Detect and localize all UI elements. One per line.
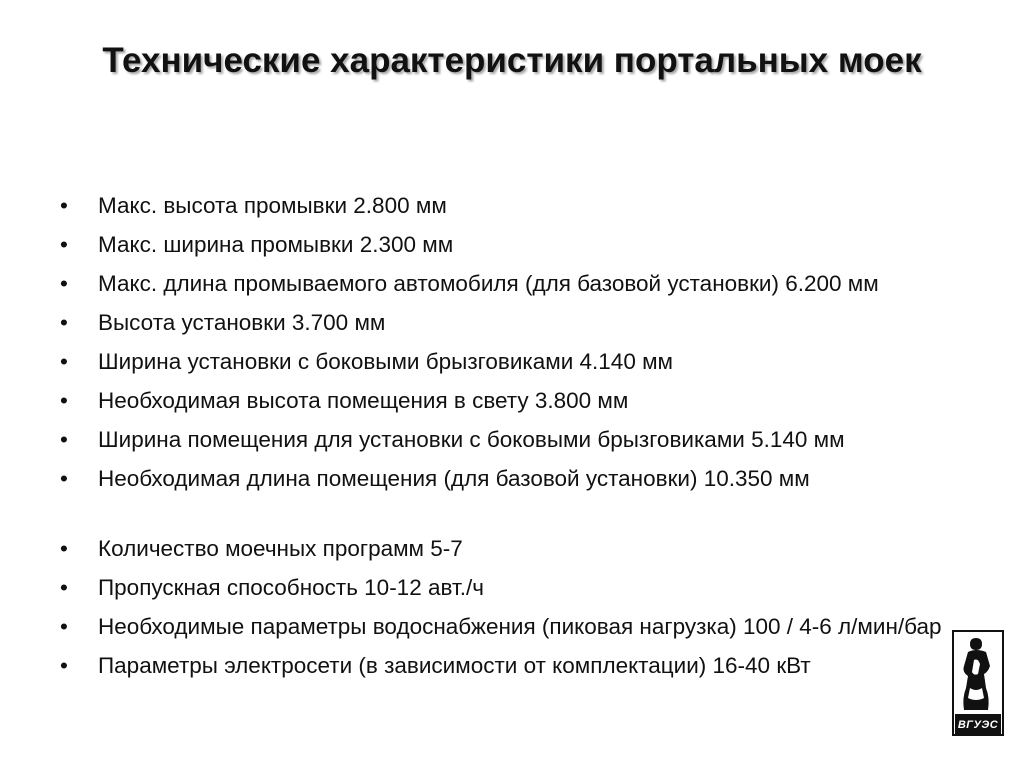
- bullet-marker: •: [60, 536, 68, 561]
- bullet-marker: •: [60, 310, 68, 335]
- list-item: [58, 190, 958, 221]
- bullet-marker: •: [60, 614, 68, 639]
- bullet-text: Макс. ширина промывки 2.300 мм: [98, 232, 454, 257]
- list-item: [58, 650, 958, 681]
- bullet-text: Необходимые параметры водоснабжения (пиковая нагрузка) 100 / 4-6 л/мин/бар: [98, 614, 942, 639]
- list-item: [58, 268, 958, 299]
- bullet-text: Параметры электросети (в зависимости от комплектации) 16-40 кВт: [98, 653, 811, 678]
- bullet-marker: •: [60, 427, 68, 452]
- list-item: [58, 424, 958, 455]
- bullet-text: Ширина помещения для установки с боковыми брызговиками 5.140 мм: [98, 427, 845, 452]
- bullet-text: Необходимая длина помещения (для базовой установки) 10.350 мм: [98, 466, 810, 491]
- bullet-marker: •: [60, 575, 68, 600]
- list-item: [58, 463, 958, 494]
- bullet-text: Необходимая высота помещения в свету 3.800 мм: [98, 388, 629, 413]
- bullet-text: Макс. длина промываемого автомобиля (для базовой установки) 6.200 мм: [98, 271, 879, 296]
- bullet-text: Ширина установки с боковыми брызговиками 4.140 мм: [98, 349, 674, 374]
- slide-title: Технические характеристики портальных моек: [102, 41, 922, 80]
- bullet-marker: •: [60, 193, 68, 218]
- bullet-list: [58, 190, 958, 689]
- list-item: [58, 572, 958, 603]
- bullet-text: Пропускная способность 10-12 авт./ч: [98, 575, 484, 600]
- list-item: [58, 385, 958, 416]
- logo-text: ВГУЭС: [957, 719, 999, 731]
- bullet-marker: •: [60, 466, 68, 491]
- bullet-marker: •: [60, 653, 68, 678]
- list-item: [58, 346, 958, 377]
- bullet-text: Высота установки 3.700 мм: [98, 310, 386, 335]
- list-item: [58, 307, 958, 338]
- bullet-marker: •: [60, 271, 68, 296]
- bullet-text: Макс. высота промывки 2.800 мм: [98, 193, 447, 218]
- bullet-text: Количество моечных программ 5-7: [98, 536, 463, 561]
- list-item: [58, 229, 958, 260]
- bullet-marker: •: [60, 349, 68, 374]
- list-item: [58, 533, 958, 564]
- bullet-marker: •: [60, 232, 68, 257]
- list-item: [58, 611, 958, 642]
- bullet-marker: •: [60, 388, 68, 413]
